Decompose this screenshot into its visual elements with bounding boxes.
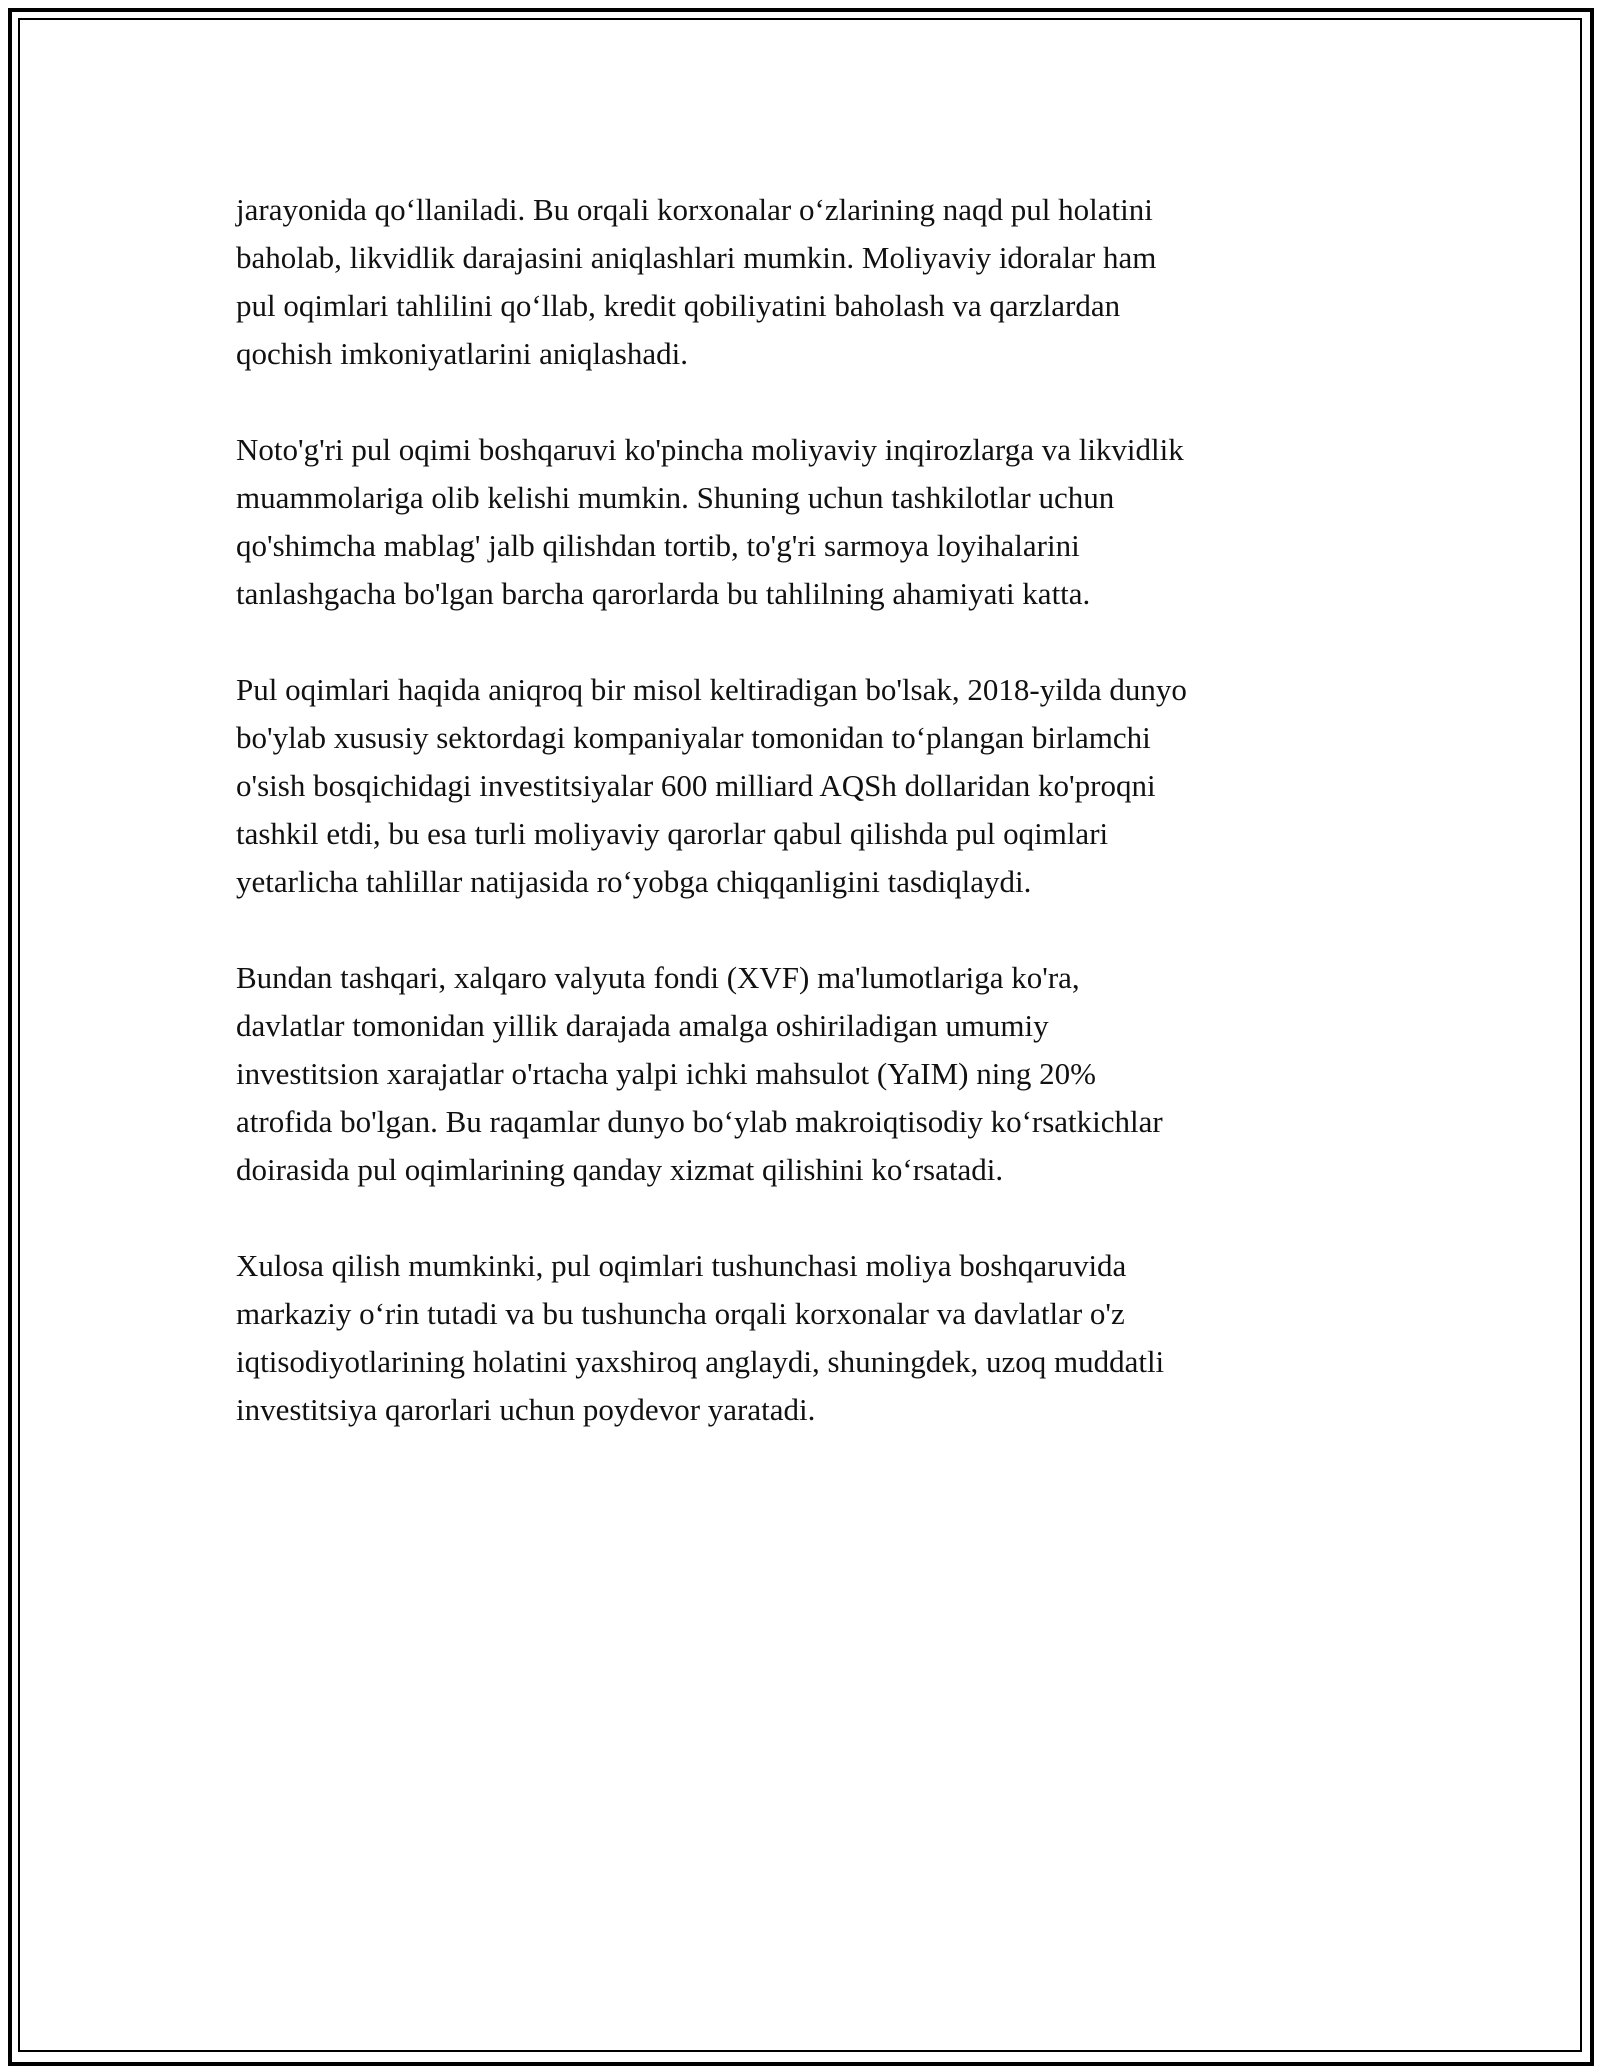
text-line: investitsion xarajatlar o'rtacha yalpi ichki mahsulot (YaIM) ning 20%: [236, 1056, 1096, 1091]
text-line: Xulosa qilish mumkinki, pul oqimlari tushunchasi moliya boshqaruvida: [236, 1248, 1127, 1283]
text-line: Noto'g'ri pul oqimi boshqaruvi ko'pincha moliyaviy inqirozlarga va likvidlik: [236, 432, 1184, 467]
text-line: tanlashgacha bo'lgan barcha qarorlarda bu tahlilning ahamiyati katta.: [236, 576, 1091, 611]
text-line: markaziy o‘rin tutadi va bu tushuncha orqali korxonalar va davlatlar o'z: [236, 1296, 1125, 1331]
text-line: tashkil etdi, bu esa turli moliyaviy qarorlar qabul qilishda pul oqimlari: [236, 816, 1109, 851]
text-line: investitsiya qarorlari uchun poydevor yaratadi.: [236, 1392, 816, 1427]
text-line: jarayonida qo‘llaniladi. Bu orqali korxonalar o‘zlarining naqd pul holatini: [236, 192, 1153, 227]
paragraph-1: [236, 186, 1416, 378]
text-line: bo'ylab xususiy sektordagi kompaniyalar tomonidan to‘plangan birlamchi: [236, 720, 1151, 755]
text-line: qochish imkoniyatlarini aniqlashadi.: [236, 336, 688, 371]
text-line: baholab, likvidlik darajasini aniqlashlari mumkin. Moliyaviy idoralar ham: [236, 240, 1157, 275]
text-line: iqtisodiyotlarining holatini yaxshiroq anglaydi, shuningdek, uzoq muddatli: [236, 1344, 1165, 1379]
paragraph-4: [236, 954, 1416, 1194]
document-body: [236, 186, 1416, 1482]
paragraph-3: [236, 666, 1416, 906]
text-line: muammolariga olib kelishi mumkin. Shuning uchun tashkilotlar uchun: [236, 480, 1115, 515]
paragraph-2: [236, 426, 1416, 618]
text-line: Pul oqimlari haqida aniqroq bir misol keltiradigan bo'lsak, 2018-yilda dunyo: [236, 672, 1187, 707]
text-line: Bundan tashqari, xalqaro valyuta fondi (XVF) ma'lumotlariga ko'ra,: [236, 960, 1080, 995]
text-line: o'sish bosqichidagi investitsiyalar 600 milliard AQSh dollaridan ko'proqni: [236, 768, 1156, 803]
text-line: qo'shimcha mablag' jalb qilishdan tortib, to'g'ri sarmoya loyihalarini: [236, 528, 1080, 563]
text-line: davlatlar tomonidan yillik darajada amalga oshiriladigan umumiy: [236, 1008, 1049, 1043]
text-line: atrofida bo'lgan. Bu raqamlar dunyo bo‘ylab makroiqtisodiy ko‘rsatkichlar: [236, 1104, 1163, 1139]
text-line: yetarlicha tahlillar natijasida ro‘yobga chiqqanligini tasdiqlaydi.: [236, 864, 1032, 899]
paragraph-5: [236, 1242, 1416, 1434]
text-line: doirasida pul oqimlarining qanday xizmat qilishini ko‘rsatadi.: [236, 1152, 1004, 1187]
text-line: pul oqimlari tahlilini qo‘llab, kredit qobiliyatini baholash va qarzlardan: [236, 288, 1121, 323]
